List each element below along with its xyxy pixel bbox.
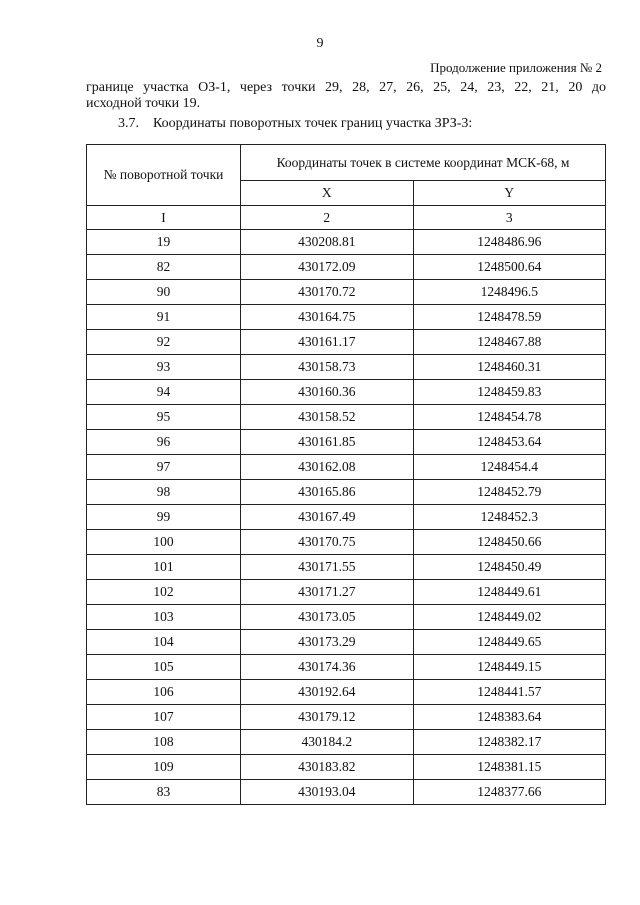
point-cell: 92 (87, 330, 241, 355)
y-coordinate-cell: 1248450.66 (413, 530, 606, 555)
point-cell: 19 (87, 230, 241, 255)
table-row (87, 630, 606, 655)
table-row (87, 655, 606, 680)
y-coordinate-cell: 1248450.49 (413, 555, 606, 580)
table-row (87, 705, 606, 730)
y-coordinate-cell: 1248486.96 (413, 230, 606, 255)
x-coordinate-cell: 430171.55 (241, 555, 414, 580)
table-row (87, 405, 606, 430)
point-cell: 106 (87, 680, 241, 705)
table-row (87, 230, 606, 255)
y-coordinate-cell: 1248381.15 (413, 755, 606, 780)
x-coordinate-cell: 430158.52 (241, 405, 414, 430)
header-x: X (241, 181, 414, 206)
index-cell-1: I (87, 206, 241, 230)
point-cell: 97 (87, 455, 241, 480)
x-coordinate-cell: 430170.72 (241, 280, 414, 305)
point-cell: 96 (87, 430, 241, 455)
y-coordinate-cell: 1248449.65 (413, 630, 606, 655)
x-coordinate-cell: 430161.17 (241, 330, 414, 355)
table-row (87, 580, 606, 605)
y-coordinate-cell: 1248449.02 (413, 605, 606, 630)
x-coordinate-cell: 430193.04 (241, 780, 414, 805)
x-coordinate-cell: 430208.81 (241, 230, 414, 255)
y-coordinate-cell: 1248496.5 (413, 280, 606, 305)
y-coordinate-cell: 1248500.64 (413, 255, 606, 280)
table-row (87, 780, 606, 805)
table-row (87, 255, 606, 280)
x-coordinate-cell: 430162.08 (241, 455, 414, 480)
table-row (87, 530, 606, 555)
table-header-row (87, 145, 606, 181)
point-cell: 99 (87, 505, 241, 530)
point-cell: 103 (87, 605, 241, 630)
table-row (87, 355, 606, 380)
table-row (87, 605, 606, 630)
index-cell-3: 3 (413, 206, 606, 230)
column-index-row (87, 206, 606, 230)
x-coordinate-cell: 430173.29 (241, 630, 414, 655)
page-number: 9 (316, 36, 324, 51)
coordinates-table (86, 144, 606, 805)
x-coordinate-cell: 430160.36 (241, 380, 414, 405)
y-coordinate-cell: 1248454.4 (413, 455, 606, 480)
table-row (87, 280, 606, 305)
point-cell: 101 (87, 555, 241, 580)
section-title: Координаты поворотных точек границ участка ЗРЗ-3: (153, 116, 473, 131)
paragraph-line-1: границе участка ОЗ-1, через точки 29, 28, 27, 26, 25, 24, 23, 22, 21, 20 до (86, 80, 606, 95)
y-coordinate-cell: 1248452.3 (413, 505, 606, 530)
y-coordinate-cell: 1248460.31 (413, 355, 606, 380)
header-coordinates: Координаты точек в системе координат МСК-68, м (241, 145, 606, 181)
point-cell: 95 (87, 405, 241, 430)
x-coordinate-cell: 430184.2 (241, 730, 414, 755)
section-number: 3.7. (118, 116, 139, 131)
x-coordinate-cell: 430165.86 (241, 480, 414, 505)
x-coordinate-cell: 430161.85 (241, 430, 414, 455)
point-cell: 94 (87, 380, 241, 405)
header-point-number: № поворотной точки (87, 145, 241, 206)
table-row (87, 305, 606, 330)
x-coordinate-cell: 430172.09 (241, 255, 414, 280)
point-cell: 91 (87, 305, 241, 330)
x-coordinate-cell: 430174.36 (241, 655, 414, 680)
y-coordinate-cell: 1248449.61 (413, 580, 606, 605)
y-coordinate-cell: 1248459.83 (413, 380, 606, 405)
point-cell: 83 (87, 780, 241, 805)
x-coordinate-cell: 430167.49 (241, 505, 414, 530)
table-row (87, 480, 606, 505)
table-row (87, 555, 606, 580)
point-cell: 107 (87, 705, 241, 730)
paragraph-line-2: исходной точки 19. (86, 96, 201, 111)
x-coordinate-cell: 430183.82 (241, 755, 414, 780)
point-cell: 90 (87, 280, 241, 305)
table-row (87, 430, 606, 455)
y-coordinate-cell: 1248449.15 (413, 655, 606, 680)
table-row (87, 505, 606, 530)
appendix-note: Продолжение приложения № 2 (430, 60, 602, 75)
y-coordinate-cell: 1248478.59 (413, 305, 606, 330)
x-coordinate-cell: 430164.75 (241, 305, 414, 330)
section-heading (118, 116, 472, 132)
y-coordinate-cell: 1248453.64 (413, 430, 606, 455)
point-cell: 104 (87, 630, 241, 655)
index-cell-2: 2 (241, 206, 414, 230)
y-coordinate-cell: 1248383.64 (413, 705, 606, 730)
x-coordinate-cell: 430179.12 (241, 705, 414, 730)
point-cell: 102 (87, 580, 241, 605)
y-coordinate-cell: 1248452.79 (413, 480, 606, 505)
point-cell: 105 (87, 655, 241, 680)
table-row (87, 455, 606, 480)
y-coordinate-cell: 1248441.57 (413, 680, 606, 705)
intro-paragraph (86, 80, 606, 112)
table-row (87, 330, 606, 355)
y-coordinate-cell: 1248382.17 (413, 730, 606, 755)
table-row (87, 680, 606, 705)
point-cell: 108 (87, 730, 241, 755)
point-cell: 82 (87, 255, 241, 280)
x-coordinate-cell: 430170.75 (241, 530, 414, 555)
point-cell: 93 (87, 355, 241, 380)
point-cell: 109 (87, 755, 241, 780)
table-row (87, 755, 606, 780)
point-cell: 100 (87, 530, 241, 555)
table-row (87, 380, 606, 405)
x-coordinate-cell: 430192.64 (241, 680, 414, 705)
y-coordinate-cell: 1248454.78 (413, 405, 606, 430)
point-cell: 98 (87, 480, 241, 505)
x-coordinate-cell: 430171.27 (241, 580, 414, 605)
y-coordinate-cell: 1248377.66 (413, 780, 606, 805)
x-coordinate-cell: 430158.73 (241, 355, 414, 380)
table-row (87, 730, 606, 755)
y-coordinate-cell: 1248467.88 (413, 330, 606, 355)
x-coordinate-cell: 430173.05 (241, 605, 414, 630)
header-y: Y (413, 181, 606, 206)
